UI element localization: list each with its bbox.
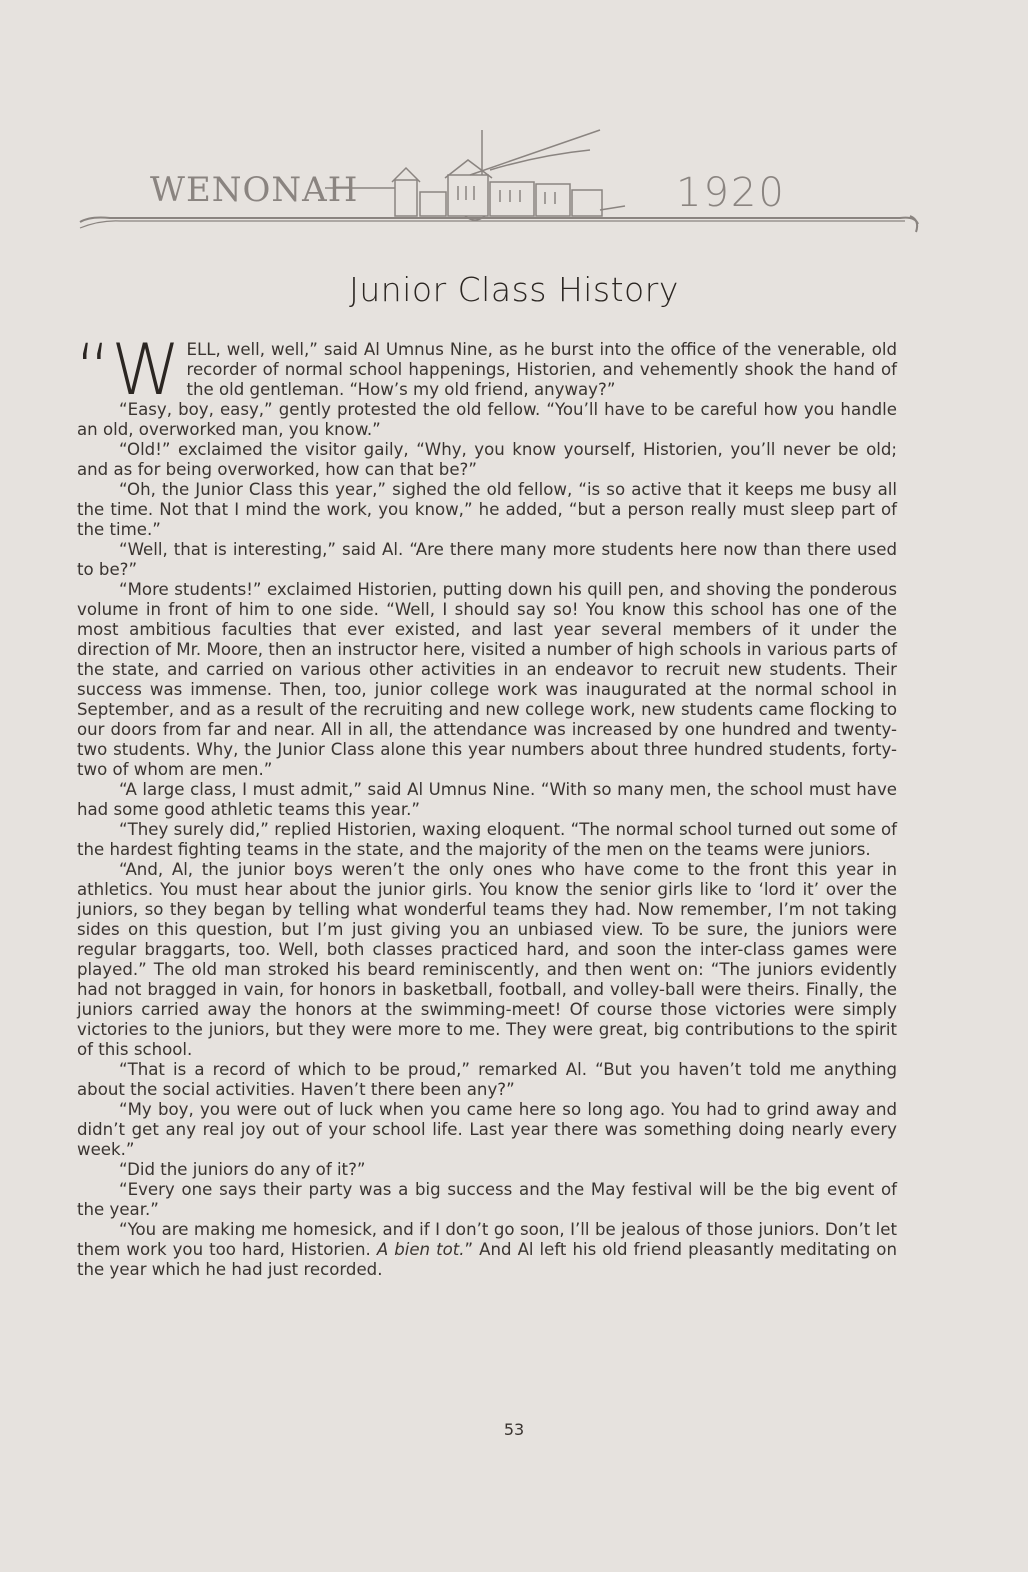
paragraph-text: ELL, well, well,” said Al Umnus Nine, as he burst into the office of the venerable, old recorder of normal school happenings, Historien, and vehemently shook the hand of the old gentleman. “How’s my old friend, anyway?”	[186, 340, 897, 399]
paragraph: “More students!” exclaimed Historien, putting down his quill pen, and shoving the ponderous volume in front of him to one side. “Well, I should say so! You know this school has one of the most ambitious faculties that ever existed, and last year several members of it under the direction of Mr. Moore, then an instructor here, visited a number of high schools in various parts of the state, and carried on various other activities in an endeavor to recruit new students. Their success was immense. Then, too, junior college work was inaugurated at the normal school in September, and as a result of the recruiting and new college work, new students came flocking to our doors from far and near. All in all, the attendance was increased by one hundred and twenty-two students. Why, the Junior Class alone this year numbers about three hundred students, forty-two of whom are men.”	[77, 580, 897, 779]
page-number: 53	[503, 1420, 525, 1439]
paragraph: “Easy, boy, easy,” gently protested the old fellow. “You’ll have to be careful how you handle an old, overworked man, you know.”	[77, 400, 897, 439]
paragraph: “Did the juniors do any of it?”	[119, 1160, 366, 1179]
page-title: Junior Class History	[349, 270, 679, 309]
page-header	[0, 120, 1028, 250]
paragraph-text: ” And Al left his old friend pleasantly meditating on the year which he had just recorded.	[77, 1240, 897, 1279]
paragraph: “And, Al, the junior boys weren’t the only ones who have come to the front this year in athletics. You must hear about the junior girls. You know the senior girls like to ‘lord it’ over the juniors, so they began by telling what wonderful teams they had. Now remember, I’m not taking sides on this question, but I’m just giving you an unbiased view. To be sure, the juniors were regular braggarts, too. Well, both classes practiced hard, and soon the inter-class games were played.” The old man stroked his beard reminiscently, and then went on: “The juniors evidently had not bragged in vain, for honors in basketball, football, and volley-ball were theirs. Finally, the juniors carried away the honors at the swimming-meet! Of course those victories were simply victories to the juniors, but they were more to me. They were great, big contributions to the spirit of this school.	[77, 860, 897, 1059]
paragraph: “Well, that is interesting,” said Al. “Are there many more students here now than there used to be?”	[77, 540, 897, 579]
paragraph: “A large class, I must admit,” said Al Umnus Nine. “With so many men, the school must have had some good athletic teams this year.”	[77, 780, 897, 819]
paragraph: “My boy, you were out of luck when you came here so long ago. You had to grind away and didn’t get any real joy out of your school life. Last year there was something doing nearly every week.”	[77, 1100, 897, 1159]
paragraph: “That is a record of which to be proud,” remarked Al. “But you haven’t told me anything about the social activities. Haven’t there been any?”	[77, 1060, 897, 1099]
header-title-left: WENONAH	[150, 170, 359, 210]
paragraph	[77, 1220, 897, 1280]
paragraph: “Oh, the Junior Class this year,” sighed the old fellow, “is so active that it keeps me busy all the time. Not that I mind the work, you know,” he added, “but a person really must sleep part of the time.”	[77, 480, 897, 539]
paragraph: “Old!” exclaimed the visitor gaily, “Why, you know yourself, Historien, you’ll never be old; and as for being overworked, how can that be?”	[77, 440, 897, 479]
drop-cap: “W	[75, 329, 181, 411]
paragraph: “They surely did,” replied Historien, waxing eloquent. “The normal school turned out some of the hardest fighting teams in the state, and the majority of the men on the teams were juniors.	[77, 820, 897, 859]
paragraph: “Every one says their party was a big success and the May festival will be the big event of the year.”	[77, 1180, 897, 1219]
italic-phrase: A bien tot.	[376, 1240, 465, 1259]
paragraph	[75, 329, 897, 411]
school-building-icon	[325, 130, 625, 220]
paragraph-text: “You are making me homesick, and if I don’t go soon, I’ll be jealous of those juniors. Don’t let them work you too hard, Historien.	[77, 1220, 897, 1259]
header-year: 1920	[676, 170, 786, 216]
article-body	[75, 329, 897, 1280]
